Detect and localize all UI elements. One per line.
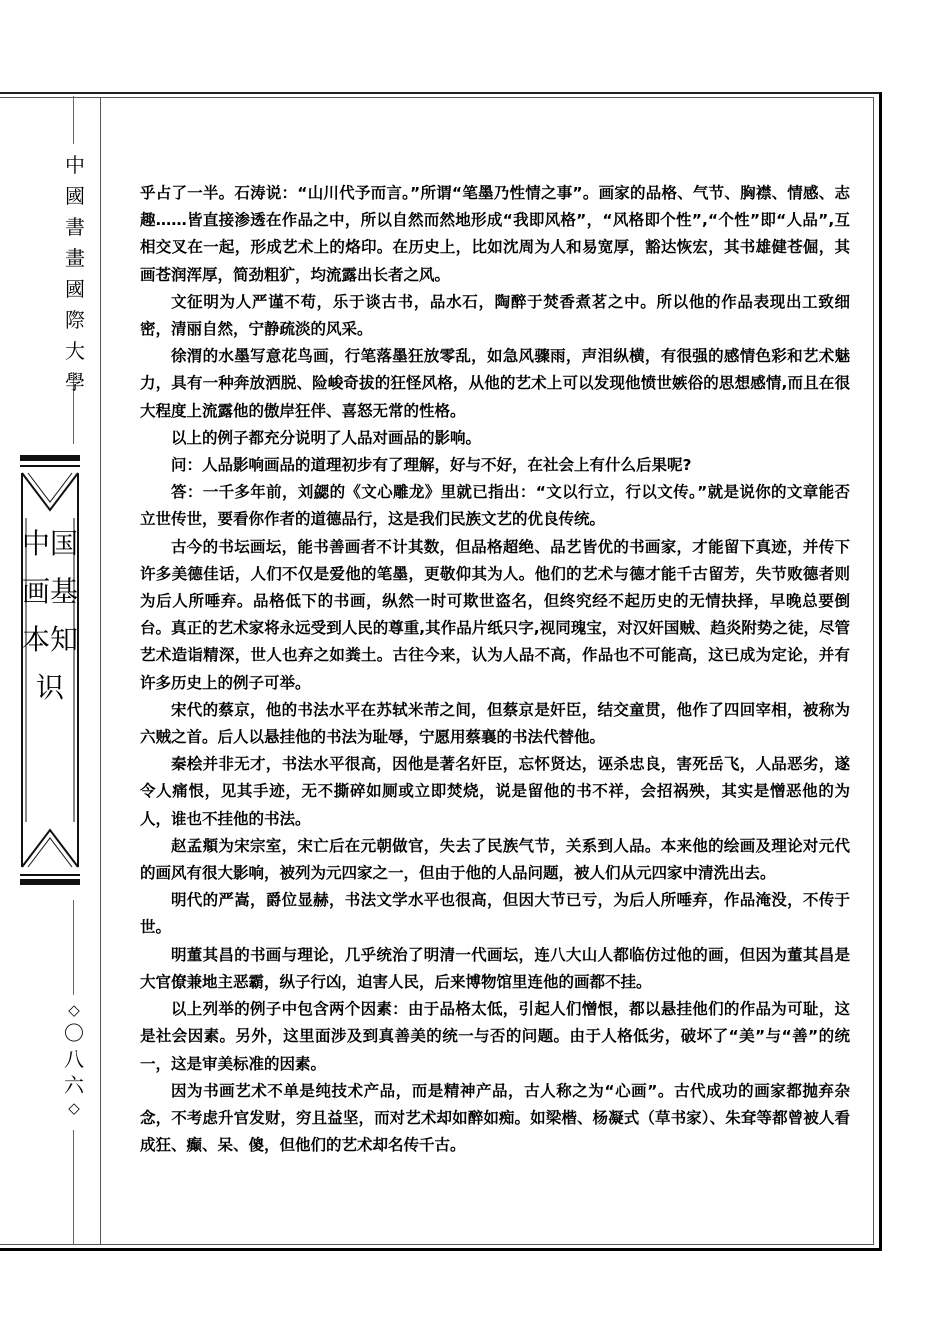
paragraph: 明代的严嵩，爵位显赫，书法文学水平也很高，但因大节已亏，为后人所唾弃，作品淹没，不传于世。 <box>140 891 850 937</box>
paragraph: 徐渭的水墨写意花鸟画，行笔落墨狂放零乱，如急风骤雨，声泪纵横，有很强的感情色彩和艺术魅力，具有一种奔放洒脱、险峻奇拔的狂怪风格，从他的艺术上可以发现他愤世嫉俗的思想感情,而且在很大程度上流露他的傲岸狂伴、喜怒无常的性格。 <box>140 347 850 420</box>
page-number-block <box>60 1000 88 1118</box>
university-name-vertical: 中國書畫國際大學 <box>65 153 85 394</box>
body-text <box>140 180 850 1159</box>
paragraph: 因为书画艺术不单是纯技术产品，而是精神产品，古人称之为“心画”。古代成功的画家都抛弃杂念，不考虑升官发财，穷且益坚，而对艺术却如醉如痴。如梁楷、杨凝式（草书家）、朱耷等都曾被人看成狂、癫、呆、傻，但他们的艺术却名传千古。 <box>140 1081 850 1155</box>
side-rule <box>73 900 74 995</box>
paragraph: 赵孟頫为宋宗室，宋亡后在元朝做官，失去了民族气节，关系到人品。本来他的绘画及理论对元代的画风有很大影响，被列为元四家之一，但由于他的人品问题，被人们从元四家中清洗出去。 <box>140 836 850 883</box>
side-column-divider <box>100 97 101 1245</box>
paragraph: 以上列举的例子中包含两个因素：由于品格太低，引起人们憎恨，都以悬挂他们的作品为可耻，这是社会因素。另外，这里面涉及到真善美的统一与否的问题。由于人格低劣，破坏了“美”与“善”的统一，这是审美标准的因素。 <box>140 1000 850 1073</box>
side-rule <box>73 96 74 144</box>
paragraph: 古今的书坛画坛，能书善画者不计其数，但品格超绝、品艺皆优的书画家，才能留下真迹，并传下许多美德佳话，人们不仅是爱他的笔墨，更敬仰其为人。他们的艺术与德才能千古留芳，失节败德者则为后人所唾弃。品格低下的书画，纵然一时可欺世盗名，但终究经不起历史的无情抉择，早晚总要倒台。真正的艺术家将永远受到人民的尊重,其作品片纸只字,视同瑰宝，对汉奸国贼、趋炎附势之徒，尽管艺术造诣精深，世人也弃之如粪土。古往今来，认为人品不高，作品也不可能高，这已成为定论，并有许多历史上的例子可举。 <box>140 537 850 692</box>
diamond-icon: ◇ <box>68 1099 80 1117</box>
paragraph: 乎占了一半。石涛说：“山川代予而言。”所谓“笔墨乃性情之事”。画家的品格、气节、胸襟、情感、志趣……皆直接渗透在作品之中，所以自然而然地形成“我即风格”，“风格即个性”,“个性”即“人品”,互相交叉在一起，形成艺术上的烙印。在历史上，比如沈周为人和易宽厚，豁达恢宏，其书雄健苍倔，其画苍润浑厚，简劲粗犷，均流露出长者之风。 <box>140 184 850 284</box>
paragraph: 宋代的蔡京，他的书法水平在苏轼米芾之间，但蔡京是奸臣，结交童贯，他作了四回宰相，被称为六贼之首。后人以悬挂他的书法为耻辱，宁愿用蔡襄的书法代替他。 <box>140 700 850 747</box>
paragraph: 答：一千多年前，刘勰的《文心雕龙》里就已指出：“文以行立，行以文传。”就是说你的文章能否立世传世，要看你作者的道德品行，这是我们民族文艺的优良传统。 <box>140 483 850 529</box>
side-rule <box>73 1130 74 1245</box>
paragraph: 秦桧并非无才，书法水平很高，因他是著名奸臣，忘怀贤达，诬杀忠良，害死岳飞，人品恶劣，遂令人痛恨，见其手迹，无不撕碎如厕或立即焚烧，说是留他的书不祥，会招祸殃，其实是憎恶他的为人，谁也不挂他的书法。 <box>140 755 850 828</box>
cartouche-bottom-bar <box>20 879 80 885</box>
page-number: 〇八六 <box>64 1021 84 1097</box>
cartouche-top-bar <box>20 465 80 467</box>
paragraph: 文征明为人严谨不苟，乐于谈古书，品水石，陶醉于焚香煮茗之中。所以他的作品表现出工致细密，清丽自然，宁静疏淡的风采。 <box>140 292 850 339</box>
paragraph: 问：人品影响画品的道理初步有了理解，好与不好，在社会上有什么后果呢? <box>171 456 692 475</box>
paragraph: 明董其昌的书画与理论，几乎统治了明清一代画坛，连八大山人都临仿过他的画，但因为董其昌是大官僚兼地主恶霸，纵子行凶，迫害人民，后来博物馆里连他的画都不挂。 <box>140 945 850 991</box>
paragraph: 以上的例子都充分说明了人品对画品的影响。 <box>171 428 482 447</box>
cartouche-bottom-bar <box>20 874 80 876</box>
diamond-icon: ◇ <box>68 1001 80 1019</box>
book-title-vertical: 中国画基本知识 <box>21 527 78 704</box>
cartouche-top-bar <box>20 455 80 461</box>
